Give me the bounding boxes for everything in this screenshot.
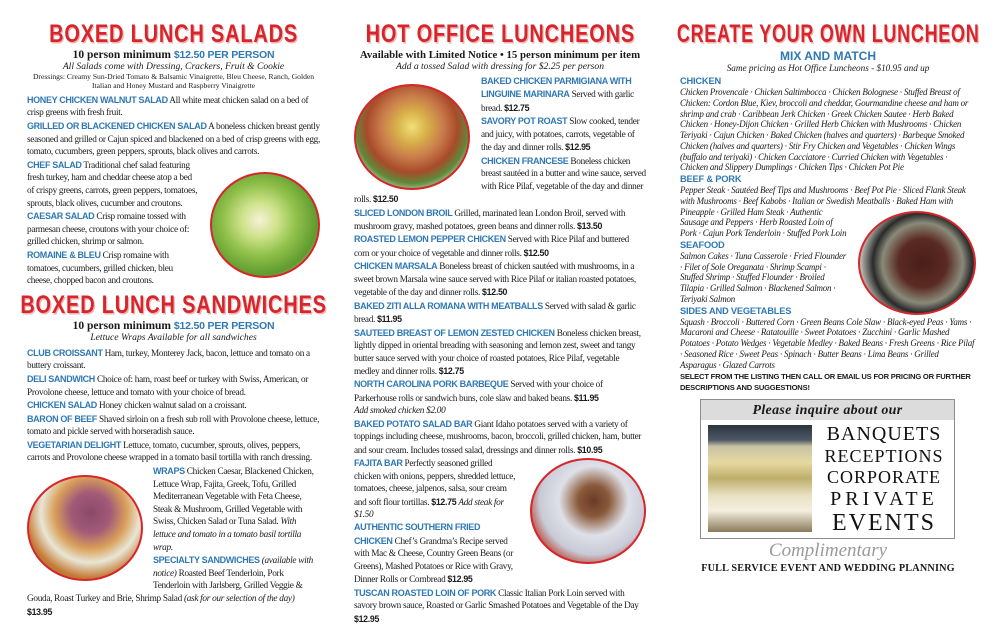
hot-note: Add a tossed Salad with dressing for $2.25 per person (395, 61, 605, 72)
category-item: Baked Ham with Pineapple (680, 195, 953, 217)
category-item: Lima Beans (867, 348, 909, 359)
category-item: Broccoli (710, 316, 740, 327)
category-item: Yams (949, 316, 968, 327)
hot-title: HOT OFFICE LUNCHEONS (365, 20, 635, 48)
full-service-label: FULL SERVICE EVENT AND WEDDING PLANNING (701, 563, 955, 575)
category-item: Beef Kabobs (742, 195, 787, 206)
item-name: CHICKEN FRANCESE (481, 155, 569, 166)
menu-item (354, 327, 646, 379)
category-item: Ratatouille (760, 327, 799, 338)
item-description: Classic Italian Pork Loin served with savory brown sauce, Roasted or Garlic Smashed Potatoes and Vegetable of the Day (354, 588, 639, 612)
events-inquire: Please inquire about our (701, 400, 954, 420)
item-name: CHICKEN SALAD (27, 400, 97, 411)
category-item: Chicken Tips (798, 162, 843, 173)
category-item: Vegetable Medley (772, 338, 833, 348)
item-description: Crisp romaine with tomatoes, cucumbers, grilled chicken, bleu cheese, chopped bacon and croutons. (27, 250, 173, 287)
event-banquets: BANQUETS (826, 423, 942, 446)
category-item: Blackened Salmon (768, 283, 832, 293)
category-item: Herb Baked Chicken (680, 108, 954, 130)
item-description: Boneless breast of chicken sautéed with mushrooms, in a sweet brown Marsala wine sauce served with Rice Pilaf or italian roasted potatoes, vegetable of the day and dinner rolls. (354, 262, 636, 299)
item-description: Served with salad & garlic bread. (354, 301, 636, 326)
item-price: $10.95 (577, 444, 603, 455)
hot-list (354, 75, 646, 626)
item-name: FAJITA BAR (354, 458, 403, 469)
item-price: $12.50 (372, 194, 399, 205)
create-title: CREATE YOUR OWN LUNCHEON (676, 20, 980, 48)
item-description: A boneless chicken breast gently seasoned and grilled or Cajun spiced and blackened on a bed of crisp greens with egg, tomato, cucumbers, green peppers, sprouts, black olives and carrots. (27, 122, 321, 158)
item-name: CAESAR SALAD (27, 211, 95, 222)
create-header (676, 20, 980, 73)
menu-item (27, 439, 320, 465)
category-item: Chicken Saltimbocca (754, 87, 827, 97)
left-column (20, 20, 327, 619)
item-name: SAVORY POT ROAST (481, 116, 568, 127)
event-corporate: CORPORATE (826, 467, 942, 488)
item-description: Traditional chef salad featuring fresh turkey, ham and cheddar cheese atop a bed of crispy greens, carrots, green peppers, tomatoes, sprouts, black olives, cucumber and croutons. (27, 160, 198, 209)
item-name: NORTH CAROLINA PORK BARBEQUE (354, 379, 509, 390)
item-description: Crisp romaine tossed with parmesan cheese, croutons with your choice of: grilled chicken, shrimp or salmon. (27, 212, 190, 248)
item-name: CHEF SALAD (27, 159, 82, 170)
item-price: $12.50 (523, 247, 549, 258)
event-receptions: RECEPTIONS (824, 445, 944, 466)
events-list (817, 424, 951, 536)
category-item: Chicken Provencale (680, 87, 749, 97)
category-item: Green Beans Cole Slaw (800, 316, 881, 327)
item-price: $12.50 (482, 287, 508, 298)
item-name: WRAPS (153, 466, 185, 477)
item-name: BAKED POTATO SALAD BAR (354, 418, 473, 429)
category-items: Squash · Broccoli · Buttered Corn · Green Beans Cole Slaw · Black-eyed Peas · Yams · Macaroni and Cheese · Ratatouille · Sweet Potatoes · Zucchini · Garlic Mashed Potatoes · Potato Wedges · Vegetable Medley · Baked Beans · Fresh Greens · Rice Pilaf · Seasoned Rice · Sweet Peas · Spinach · Butter Beans · Lima Beans · Grilled Asparagus · Glazed Carrots (680, 316, 975, 370)
category-heading: BEEF & PORK (680, 174, 742, 184)
item-description: Honey chicken walnut salad on a croissant. (98, 401, 247, 412)
category-item: Chicken Bolognese (832, 87, 898, 97)
category-item: Tuna Casserole (734, 250, 788, 261)
sandwiches-minimum: 10 person minimum $12.50 PER PERSON (72, 319, 275, 332)
category-item: Curried Chicken with Vegetables (831, 151, 944, 162)
item-price: $12.95 (447, 574, 473, 585)
category-item: Chicken and Slippery Dumplings (680, 162, 793, 173)
category-item: Stuffed Pork Loin (786, 228, 847, 238)
category-item: Cajun Chicken (713, 130, 765, 140)
category-item: Beef Pot Pie (854, 185, 897, 195)
wraps-and-grapes-photo (27, 475, 143, 581)
category-items: Pepper Steak · Sautéed Beef Tips and Mushrooms · Beef Pot Pie · Sliced Flank Steak with Mushrooms · Beef Kabobs · Italian or Swedish Meatballs · Baked Ham with Pineapple · Grilled Ham Steak · Authentic Sausage and Peppers · Herb Roasted Loin of Pork · Cajun Pork Tenderloin · Stuffed Pork Loin (680, 185, 966, 238)
category-item: Baked Chicken (halves and quarters) (770, 130, 897, 140)
category-item: Sweet Potatoes (804, 327, 857, 338)
category-item: Sautéed Beef Tips and Mushrooms (731, 185, 849, 195)
create-subtitle: MIX AND MATCH (780, 49, 876, 63)
item-description: Perfectly seasoned grilled chicken with onions, peppers, shredded lettuce, tomatoes, cheese, jalpenos, salsa, sour cream and soft flour tortillas. (354, 459, 516, 508)
hot-subtitle: Available with Limited Notice • 15 person minimum per item (359, 49, 641, 61)
category-item: Buttered Corn (745, 316, 795, 327)
caesar-salad-photo (210, 172, 320, 278)
category-item: Stir Fry Chicken and Vegetables (788, 140, 899, 151)
chicken-francese-photo (354, 84, 470, 190)
item-description: Ham, turkey, Monterey Jack, bacon, lettuce and tomato on a buttery croissant. (27, 348, 310, 372)
category-item: Filet of Sole Oreganata (684, 261, 764, 272)
category-item: Salmon Cakes (680, 250, 729, 261)
create-callout: SELECT FROM THE LISTING THEN CALL OR EMAIL US FOR PRICING OR FURTHER DESCRIPTIONS AND SUGGESTIONS! (680, 372, 971, 393)
category-item: Herb Roasted Loin of Pork (680, 217, 833, 238)
event-private: PRIVATE (830, 487, 938, 510)
item-note: Add steak for $1.50 (354, 497, 504, 520)
item-name: BAKED CHICKEN PARMIGIANA WITH LINGUINE MARINARA (481, 76, 632, 100)
category-item: Grilled Asparagus (680, 348, 939, 370)
item-price: $12.75 (504, 102, 530, 113)
sandwiches-title: BOXED LUNCH SANDWICHES (20, 290, 327, 319)
item-description: Boneless chicken breast, lightly dipped in oriental breading with seasoning and lemon zest, sweet and tangy butter sauce served with your choice of roasted potatoes, Rice Pilaf, vegetable medley and dinner rolls. (354, 328, 641, 377)
category-item: Baked Beans (838, 338, 883, 348)
hot-header (354, 20, 646, 72)
category-item: Teriyaki Salmon (680, 293, 736, 304)
category-item: Cajun Pork Tenderloin (702, 228, 781, 238)
menu-item (27, 94, 320, 120)
beef-tenderloin-photo (858, 211, 976, 315)
category-item: Chicken Pot Pie (848, 162, 904, 173)
item-description: Chicken Caesar, Blackened Chicken, Lettuce Wrap, Fajita, Greek, Tofu, Grilled Mediterranean Vegetable with Feta Cheese, Steak & Mushroom, Grilled Vegetable with Swiss, Chicken Salad or Tuna Salad. (153, 467, 314, 528)
category-item: Fresh Greens (888, 338, 935, 348)
category-item: Shrimp Scampi (769, 261, 822, 272)
item-price: $13.50 (577, 220, 603, 231)
menu-item (354, 378, 646, 417)
item-name: SPECIALTY SANDWICHES (153, 555, 260, 566)
menu-item (354, 260, 646, 299)
category-item: Butter Beans (817, 348, 862, 359)
item-description: Grilled, marinated lean London Broil, served with mushroom gravy, mashed potatoes, green beans and dinner rolls. (354, 208, 626, 232)
salads-dressings: Dressings: Creamy Sun-Dried Tomato & Balsamic Vinaigrette, Bleu Cheese, Ranch, Golden Italian and Honey Mustard and Raspberry Vinaigrette (32, 72, 315, 91)
buffet-photo (530, 458, 646, 564)
item-note: (ask for our selection of the day) (183, 594, 295, 604)
item-description: All white meat chicken salad on a bed of crisp greens with fresh fruit. (27, 95, 309, 119)
category-item: Barbeque Smoked Chicken (halves and quarters) (680, 130, 965, 151)
category-heading: SEAFOOD (680, 239, 725, 250)
item-description: Served with Rice Pilaf and buttered corn or your choice of vegetable and dinner rolls. (354, 235, 630, 259)
menu-item (354, 207, 646, 234)
item-price: $12.95 (565, 142, 591, 153)
menu-item (27, 399, 320, 413)
menu-item (354, 418, 646, 457)
item-name: HONEY CHICKEN WALNUT SALAD (27, 94, 168, 105)
item-name: AUTHENTIC SOUTHERN FRIED CHICKEN (354, 522, 481, 546)
complimentary-label: Complimentary (768, 540, 888, 562)
item-description: Giant Idaho potatoes served with a variety of toppings including cheese, mushrooms, bacon, broccoli, grilled chicken, ham, butter and sour cream. Includes tossed salad, dressings and dinner rolls. (354, 419, 642, 456)
create-note: Same pricing as Hot Office Luncheons - $10.95 and up (726, 63, 930, 73)
category-item: Italian or Swedish Meatballs (792, 195, 891, 206)
category-heading: CHICKEN (680, 76, 721, 86)
item-description: Chef’s Grandma’s Recipe served with Mac & Cheese, Country Green Beans (or Greens), Mashed Potatoes or Rice with Gravy, Dinner Rolls or Cornbread (354, 536, 513, 586)
menu-item (27, 373, 320, 399)
middle-column (354, 20, 646, 626)
category-item: Spinach (784, 348, 812, 359)
item-price: $12.75 (431, 496, 457, 507)
sandwiches-price: $12.50 PER PERSON (173, 319, 275, 332)
category-item: Grilled Ham Steak (720, 206, 785, 217)
category-item: Stuffed Shrimp (680, 272, 731, 283)
item-name: SLICED LONDON BROIL (354, 207, 453, 218)
salads-header (27, 20, 320, 91)
sandwiches-list (27, 347, 320, 619)
category-item: Zucchini (862, 327, 892, 338)
category-item: Macaroni and Cheese (680, 327, 755, 338)
category-items: Salmon Cakes · Tuna Casserole · Fried Flounder · Filet of Sole Oreganata · Shrimp Scampi · Stuffed Shrimp · Stuffed Flounder · Broiled Tilapia · Grilled Salmon · Blackened Salmon · Teriyaki Salmon (680, 250, 847, 304)
category-item: Sliced Flank Steak with Mushrooms (680, 185, 966, 206)
menu-item (27, 413, 320, 439)
category-item: Honey-Dijon Chicken (714, 119, 789, 130)
item-note: With lettuce and tomato in a tomato basil tortilla wrap. (153, 517, 302, 553)
category-item: Black-eyed Peas (887, 316, 944, 327)
category-heading: SIDES AND VEGETABLES (680, 305, 792, 316)
category-item: Authentic Sausage and Peppers (680, 206, 823, 228)
menu-item (354, 587, 646, 626)
event-events: EVENTS (832, 510, 936, 537)
category-item: Rice Pilaf (940, 338, 975, 348)
salads-note: All Salads come with Dressing, Crackers, Fruit & Cookie (62, 61, 285, 72)
category-item: Greek Chicken Sautee (831, 108, 907, 119)
item-description: Served with your choice of Parkerhouse rolls or sandwich buns, cole slaw and baked beans. (354, 380, 603, 404)
salads-minimum: 10 person minimum $12.50 PER PERSON (72, 49, 275, 61)
category-item: Glazed Carrots (722, 359, 775, 370)
item-name: TUSCAN ROASTED LOIN OF PORK (354, 587, 497, 598)
salads-title: BOXED LUNCH SALADS (49, 20, 298, 48)
category-item: Pepper Steak (680, 185, 725, 195)
category-item: Fried Flounder (793, 250, 847, 261)
category-item: Seasoned Rice (684, 348, 734, 359)
item-price: $12.95 (354, 613, 380, 624)
category-item: Chicken Cacciatore (758, 151, 826, 162)
item-name: ROMAINE & BLEU (27, 249, 101, 260)
category-item: Broiled Tilapia (680, 272, 825, 293)
create-list (680, 75, 976, 393)
item-name: BAKED ZITI ALLA ROMANA WITH MEATBALLS (354, 300, 543, 311)
salads-price: $12.50 PER PERSON (173, 49, 275, 61)
item-description: Choice of: ham, roast beef or turkey with Swiss, American, or Provolone cheese, lettuce and tomato with your choice of bread. (27, 374, 309, 398)
events-banner (700, 399, 955, 539)
item-price: $13.95 (27, 606, 53, 617)
sandwiches-header (20, 290, 327, 343)
item-name: ROASTED LEMON PEPPER CHICKEN (354, 234, 506, 245)
item-price: $11.95 (574, 392, 599, 403)
category-item: Stuffed Breast of Chicken: Cordon Blue, Kiev, broccoli and cheddar, Gourmandine cheese and ham or shrimp and crab (680, 87, 969, 119)
category-item: Grilled Salmon (710, 283, 763, 293)
item-name: DELI SANDWICH (27, 373, 95, 384)
category-item: Caribbean Jerk Chicken (742, 108, 826, 119)
champagne-glasses-photo (708, 425, 812, 532)
item-name: CHICKEN MARSALA (354, 261, 438, 272)
salads-list (27, 94, 320, 288)
category-item: Stuffed Flounder (736, 272, 794, 283)
menu-item (354, 300, 646, 327)
item-note: Add smoked chicken $2.00 (354, 406, 446, 417)
menu-item (27, 347, 320, 373)
category-items: Chicken Provencale · Chicken Saltimbocca · Chicken Bolognese · Stuffed Breast of Chicken: Cordon Blue, Kiev, broccoli and cheddar, Gourmandine cheese and ham or shrimp and crab · Caribbean Jerk Chicken · Greek Chicken Sautee · Herb Baked Chicken · Honey-Dijon Chicken · Grilled Herb Chicken with Mushrooms · Chicken Teriyaki · Cajun Chicken · Baked Chicken (halves and quarters) · Barbeque Smoked Chicken (halves and quarters) · Stir Fry Chicken and Vegetables · Chicken Wings (buffalo and teriyaki) · Chicken Cacciatore · Curried Chicken with Vegetables · Chicken and Slippery Dumplings · Chicken Tips · Chicken Pot Pie (680, 87, 969, 173)
item-description: Lettuce, tomato, cucumber, sprouts, olives, peppers, carrots and Provolone cheese wrapped in a tomato basil tortilla with ranch dressing. (27, 440, 312, 464)
category-item: Sweet Peas (739, 348, 778, 359)
category-item: Chicken Teriyaki (680, 119, 962, 140)
item-description: Boneless chicken breast sautéed in a butter and wine sauce, served with Rice Pilaf, vegetable of the day and dinner rolls. (354, 156, 646, 206)
item-description: Roasted Beef Tenderloin, Pork Tenderloin with Jarlsberg, Grilled Veggie & Gouda, Roast Turkey and Brie, Shrimp Salad (27, 568, 303, 604)
category-item: Chicken Wings (buffalo and teriyaki) (680, 140, 956, 162)
category-item: Garlic Mashed Potatoes (680, 327, 950, 348)
item-description: Served with garlic bread. (481, 90, 634, 114)
item-name: BARON OF BEEF (27, 413, 97, 424)
right-column (676, 20, 980, 575)
category-item: Grilled Herb Chicken with Mushrooms (794, 119, 928, 130)
item-price: $11.95 (377, 314, 402, 325)
item-name: VEGETARIAN DELIGHT (27, 439, 122, 450)
category-item: Potato Wedges (715, 338, 767, 348)
item-price: $12.75 (438, 365, 464, 376)
menu-item (27, 120, 320, 159)
item-name: SAUTEED BREAST OF LEMON ZESTED CHICKEN (354, 327, 555, 338)
item-name: CLUB CROISSANT (27, 347, 103, 358)
category-item: Squash (680, 316, 705, 327)
item-note: (available with notice) (153, 556, 313, 579)
item-description: Slow cooked, tender and juicy, with potatoes, carrots, vegetable of the day and dinner rolls. (481, 117, 640, 154)
menu-item (354, 233, 646, 260)
item-description: Shaved sirloin on a fresh sub roll with Provolone cheese, lettuce, tomato and pickle served with horseradish sauce. (27, 414, 320, 438)
item-name: GRILLED OR BLACKENED CHICKEN SALAD (27, 121, 207, 131)
sandwiches-note: Lettuce Wraps Available for all sandwiches (90, 331, 257, 343)
